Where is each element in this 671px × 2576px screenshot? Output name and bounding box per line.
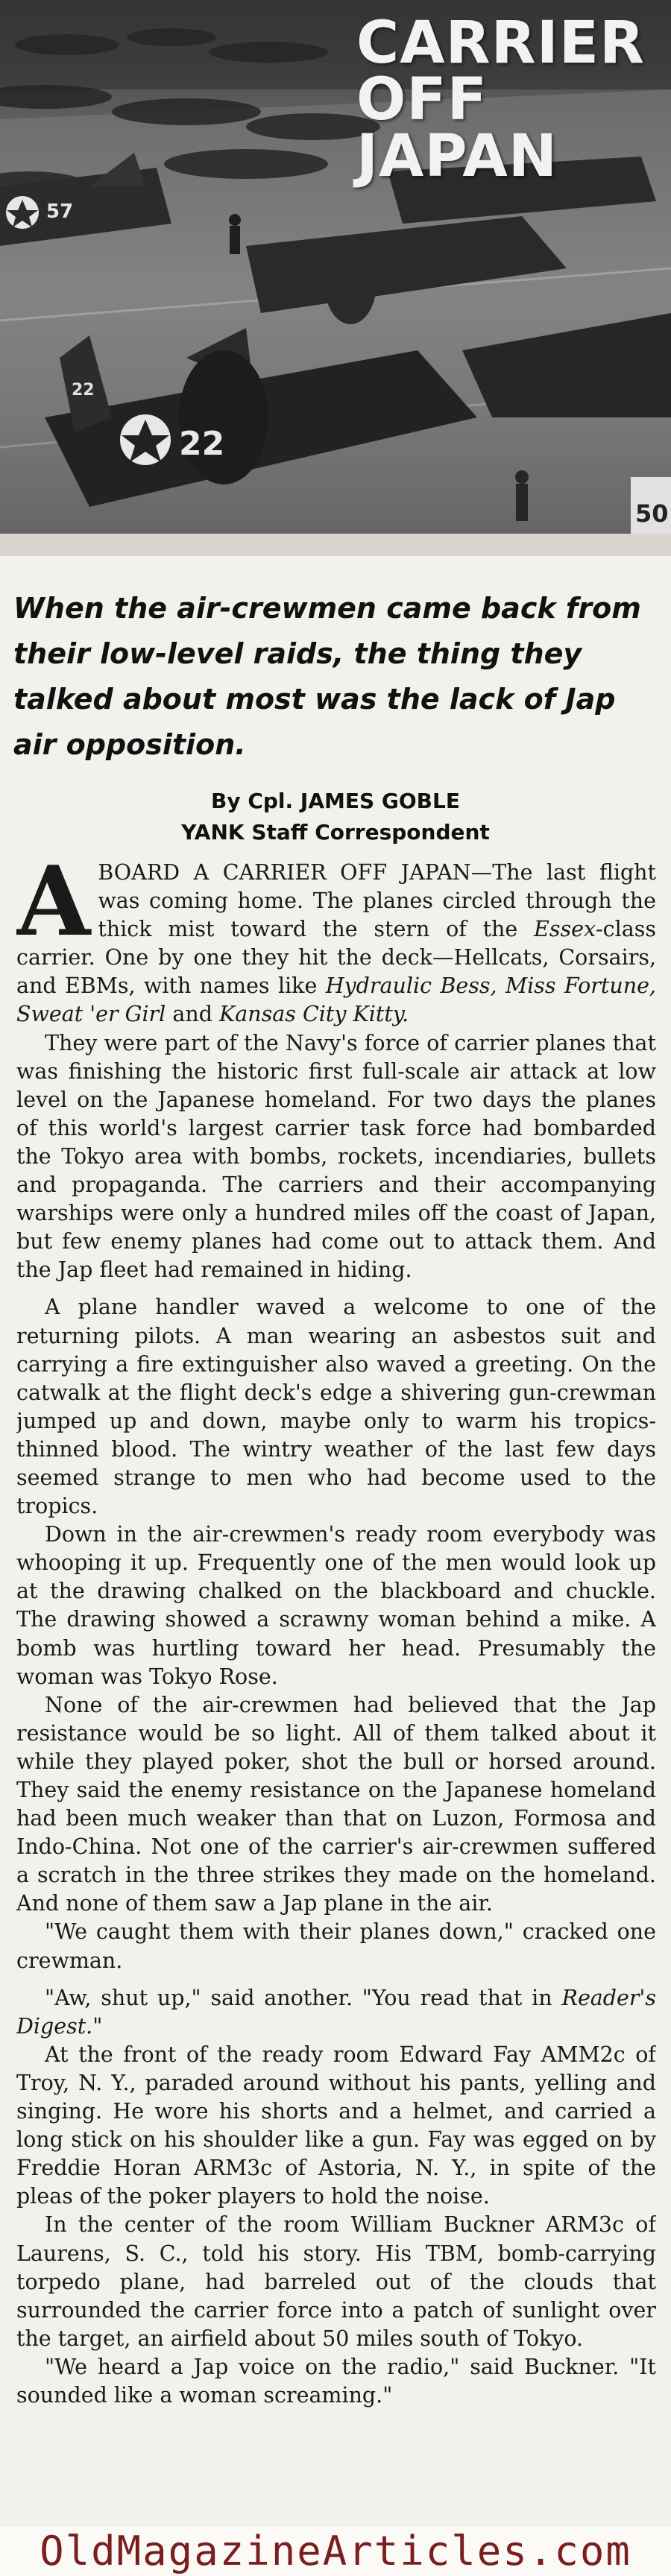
paragraph-10: "We heard a Jap voice on the radio," said Buckner. "It sounded like a woman screaming." [16, 2354, 656, 2408]
source-watermark: OldMagazineArticles.com [0, 2527, 671, 2576]
photo-bottom-band [0, 534, 671, 556]
svg-text:57: 57 [46, 201, 74, 223]
dateline: BOARD A CARRIER OFF JAPAN [98, 860, 471, 885]
byline-author: By Cpl. JAMES GOBLE [210, 789, 460, 813]
drop-cap: A [16, 859, 91, 958]
headline-line-2: OFF [356, 66, 488, 133]
headline-line-3: JAPAN [356, 123, 558, 190]
article-subheading: When the air-crewmen came back from their low-level raids, the thing they talked about most was the lack of Jap air opposition. [13, 592, 641, 761]
paragraph-3: A plane handler waved a welcome to one of the returning pilots. A man wearing an asbestos suit and carrying a fire extinguisher also waved a greeting. On the catwalk at the flight deck's edge a shivering gun-crewman jumped up and down, maybe only to warm his tropics-thinned blood. The wintry weather of the last few days seemed strange to men who had become used to the tropics. [16, 1295, 656, 1519]
paragraph-9: In the center of the room William Buckner ARM3c of Laurens, S. C., told his story. His TBM, bomb-carrying torpedo plane, had barreled out of the clouds that surrounded the carrier force into a patch of sunlight over the target, an airfield about 50 miles south of Tokyo. [16, 2212, 656, 2351]
headline-line-1: CARRIER [356, 10, 646, 77]
svg-text:22: 22 [179, 425, 225, 463]
headline [356, 10, 646, 190]
paragraph-7: "Aw, shut up," said another. "You read that in Reader's Digest." [16, 1985, 656, 2039]
carrier-deck-photo [0, 0, 671, 534]
paragraph-8: At the front of the ready room Edward Fay AMM2c of Troy, N. Y., paraded around without his pants, yelling and singing. He wore his shorts and a helmet, and carried a long stick on his shoulder like a gun. Fay was egged on by Freddie Horan ARM3c of Astoria, N. Y., in spite of the pleas of the poker players to hold the noise. [16, 2042, 656, 2209]
paragraph-2: They were part of the Navy's force of carrier planes that was finishing the historic first full-scale air attack at low level on the Japanese homeland. For two days the planes of this world's largest carrier task force had bombarded the Tokyo area with bombs, rockets, incendiaries, bullets and propaganda. The carriers and their accompanying warships were only a hundred miles off the coast of Japan, but few enemy planes had come out to attack them. And the Jap fleet had remained in hiding. [16, 1030, 656, 1283]
svg-text:50: 50 [635, 499, 669, 528]
article-body [16, 859, 656, 2525]
paragraph-5: None of the air-crewmen had believed that the Jap resistance would be so light. All of them talked about it while they played poker, shot the bull or horsed around. They said the enemy resistance on the Japanese homeland had been much weaker than that on Luzon, Formosa and Indo-China. Not one of the carrier's air-crewmen suffered a scratch in the three strikes they made on the homeland. And none of them saw a Jap plane in the air. [16, 1692, 656, 1916]
paragraph-1: ABOARD A CARRIER OFF JAPAN—The last flight was coming home. The planes circled through the thick mist toward the stern of the Essex-class carrier. One by one they hit the deck—Hellcats, Corsairs, and EBMs, with names like Hydraulic Bess, Miss Fortune, Sweat 'er Girl and Kansas City Kitty. [16, 859, 656, 1027]
paragraph-4: Down in the air-crewmen's ready room everybody was whooping it up. Frequently one of the men would look up at the drawing chalked on the blackboard and chuckle. The drawing showed a scrawny woman behind a mike. A bomb was hurtling toward her head. Presumably the woman was Tokyo Rose. [16, 1522, 656, 1689]
byline-role: YANK Staff Correspondent [181, 820, 490, 845]
paragraph-6: "We caught them with their planes down," cracked one crewman. [16, 1919, 656, 1973]
svg-text:22: 22 [72, 381, 95, 400]
